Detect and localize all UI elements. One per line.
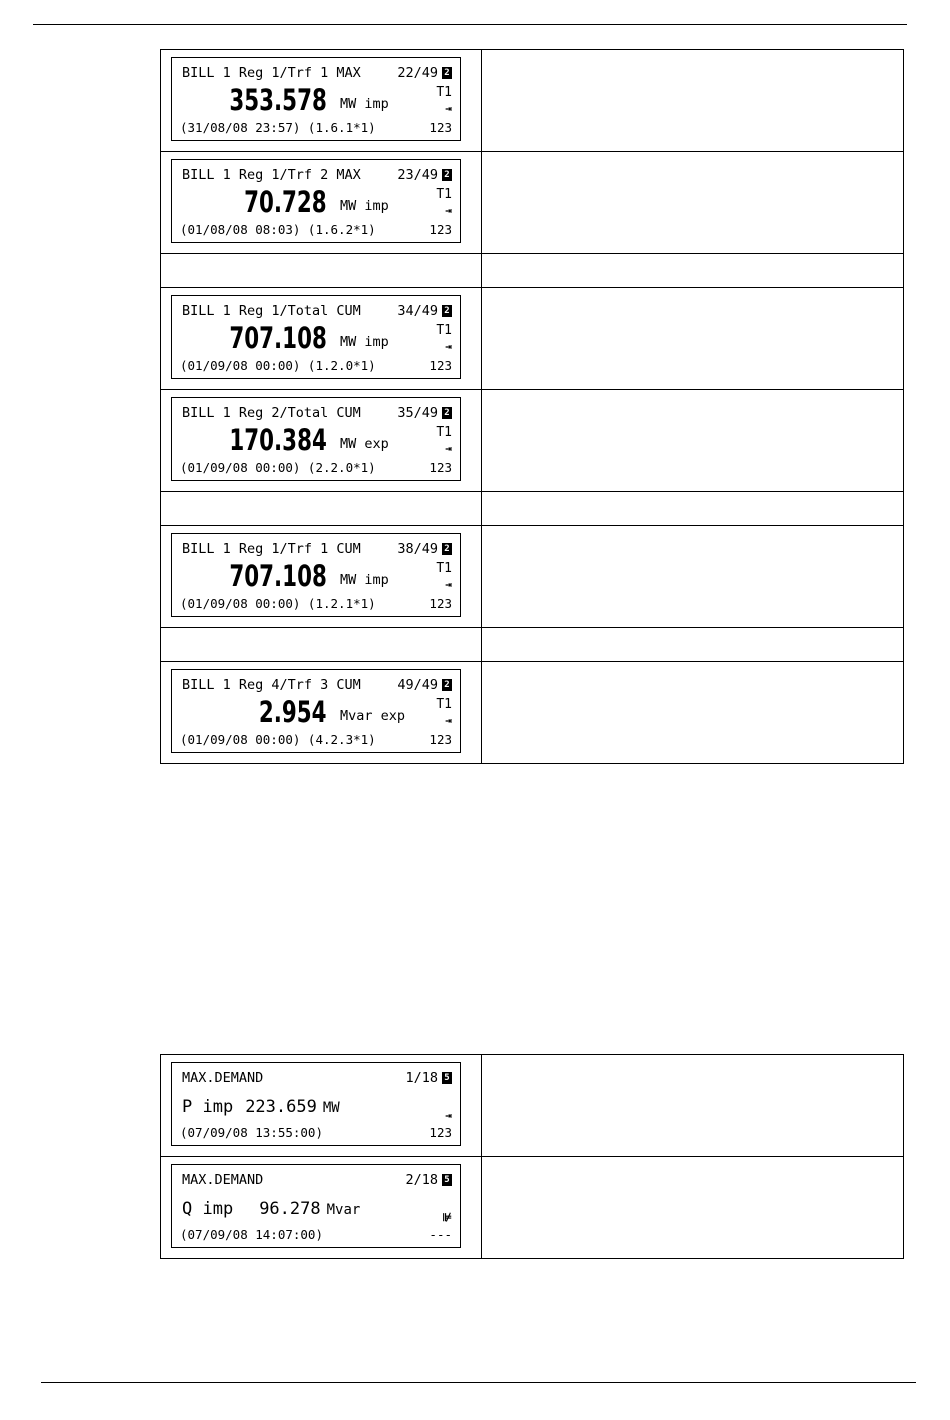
- phase-indicator: 123: [429, 460, 452, 475]
- phase-indicator: 123: [429, 732, 452, 747]
- description-cell: [482, 152, 904, 254]
- register-label: MAX.DEMAND: [182, 1172, 264, 1188]
- empty-cell: [482, 628, 904, 662]
- table-row: [161, 628, 904, 662]
- list-position: 49/49: [397, 677, 438, 693]
- register-label: BILL 1 Reg 2/Total CUM: [182, 405, 361, 421]
- tariff-indicator: T1: [436, 697, 452, 712]
- lcd-footer: [180, 1125, 452, 1141]
- register-label: BILL 1 Reg 1/Trf 1 CUM: [182, 541, 361, 557]
- lcd-display: [171, 397, 461, 481]
- demand-value-row: [182, 1097, 340, 1118]
- display-cell: [161, 1055, 482, 1157]
- data-set-box-icon: 5: [442, 1072, 452, 1084]
- lcd-display: [171, 669, 461, 753]
- display-cell: [161, 526, 482, 628]
- display-cell: [161, 390, 482, 492]
- empty-cell: [161, 254, 482, 288]
- lcd-header: [182, 303, 452, 319]
- lcd-header: [182, 167, 452, 183]
- lcd-footer: [180, 120, 452, 136]
- header-rule: [33, 24, 907, 25]
- empty-cell: [482, 254, 904, 288]
- empty-cell: [482, 492, 904, 526]
- lcd-display: [171, 533, 461, 617]
- lcd-footer: [180, 460, 452, 476]
- lcd-display: [171, 295, 461, 379]
- lcd-display: [171, 159, 461, 243]
- table-row: [161, 288, 904, 390]
- phase-indicator: 123: [429, 596, 452, 611]
- lcd-header: [182, 1070, 452, 1086]
- data-set-box-icon: 2: [442, 169, 452, 181]
- phase-indicator: 123: [429, 222, 452, 237]
- lcd-footer: [180, 1227, 452, 1243]
- display-cell: [161, 50, 482, 152]
- empty-cell: [161, 628, 482, 662]
- description-cell: [482, 390, 904, 492]
- tariff-indicator: T1: [436, 561, 452, 576]
- register-unit: Mvar exp: [340, 708, 406, 724]
- register-value: 70.728: [244, 185, 327, 219]
- demand-value-row: [182, 1199, 360, 1220]
- display-cell: [161, 152, 482, 254]
- lcd-footer: [180, 596, 452, 612]
- timestamp: (07/09/08 13:55:00): [180, 1125, 323, 1140]
- energy-direction-icon: ⇥: [445, 578, 452, 591]
- quantity-label: P imp: [182, 1097, 234, 1117]
- tariff-indicator: T1: [436, 425, 452, 440]
- phase-indicator: 123: [429, 358, 452, 373]
- phase-indicator: 123: [429, 1125, 452, 1140]
- phase-indicator: ---: [429, 1227, 452, 1242]
- register-value: 707.108: [229, 559, 327, 593]
- description-cell: [482, 526, 904, 628]
- footer-rule: [41, 1382, 916, 1383]
- table-row: [161, 662, 904, 764]
- register-unit: MW exp: [340, 436, 389, 452]
- table-row: [161, 390, 904, 492]
- list-position: 34/49: [397, 303, 438, 319]
- register-label: BILL 1 Reg 1/Trf 1 MAX: [182, 65, 361, 81]
- data-set-box-icon: 2: [442, 679, 452, 691]
- table-row: [161, 50, 904, 152]
- register-value: 707.108: [229, 321, 327, 355]
- lcd-footer: [180, 358, 452, 374]
- display-cell: [161, 662, 482, 764]
- list-position: 22/49: [397, 65, 438, 81]
- list-position: 38/49: [397, 541, 438, 557]
- register-unit: MW imp: [340, 572, 389, 588]
- demand-unit: MW: [322, 1100, 340, 1116]
- energy-direction-icon: ⇥: [445, 102, 452, 115]
- register-label: BILL 1 Reg 4/Trf 3 CUM: [182, 677, 361, 693]
- billing-display-table: [160, 49, 904, 764]
- register-unit: MW imp: [340, 96, 389, 112]
- description-cell: [482, 50, 904, 152]
- table-row: [161, 1055, 904, 1157]
- description-cell: [482, 1055, 904, 1157]
- timestamp-obis: (01/09/08 00:00) (4.2.3*1): [180, 732, 376, 747]
- list-position: 23/49: [397, 167, 438, 183]
- lcd-header: [182, 405, 452, 421]
- data-set-box-icon: 2: [442, 543, 452, 555]
- energy-direction-icon: ⇥: [445, 340, 452, 353]
- table-row: [161, 492, 904, 526]
- data-set-box-icon: 2: [442, 305, 452, 317]
- tariff-indicator: T1: [436, 85, 452, 100]
- energy-direction-icon: ⇥: [445, 442, 452, 455]
- data-set-box-icon: 2: [442, 67, 452, 79]
- data-set-box-icon: 2: [442, 407, 452, 419]
- table-row: [161, 254, 904, 288]
- register-value: 170.384: [229, 423, 327, 457]
- lcd-header: [182, 65, 452, 81]
- register-value: 353.578: [229, 83, 327, 117]
- table-row: [161, 526, 904, 628]
- list-position: 35/49: [397, 405, 438, 421]
- timestamp-obis: (01/09/08 00:00) (1.2.0*1): [180, 358, 376, 373]
- data-set-box-icon: 5: [442, 1174, 452, 1186]
- description-cell: [482, 288, 904, 390]
- list-position: 1/18: [405, 1070, 438, 1086]
- display-cell: [161, 1157, 482, 1259]
- quantity-label: Q imp: [182, 1199, 234, 1219]
- display-cell: [161, 288, 482, 390]
- energy-direction-icon: ⇥: [445, 714, 452, 727]
- energy-direction-icon: ⇥: [445, 204, 452, 217]
- table-row: [161, 1157, 904, 1259]
- phase-indicator: 123: [429, 120, 452, 135]
- register-label: BILL 1 Reg 1/Total CUM: [182, 303, 361, 319]
- energy-direction-icon: ⇥: [445, 1109, 452, 1122]
- register-label: BILL 1 Reg 1/Trf 2 MAX: [182, 167, 361, 183]
- lcd-header: [182, 677, 452, 693]
- energy-direction-icon: ⊯: [442, 1211, 452, 1224]
- demand-unit: Mvar: [326, 1202, 361, 1218]
- lcd-display: [171, 57, 461, 141]
- lcd-display: [171, 1062, 461, 1146]
- register-unit: MW imp: [340, 334, 389, 350]
- demand-value: 223.659: [245, 1097, 317, 1117]
- register-unit: MW imp: [340, 198, 389, 214]
- timestamp-obis: (01/09/08 00:00) (2.2.0*1): [180, 460, 376, 475]
- description-cell: [482, 1157, 904, 1259]
- empty-cell: [161, 492, 482, 526]
- timestamp-obis: (01/08/08 08:03) (1.6.2*1): [180, 222, 376, 237]
- list-position: 2/18: [405, 1172, 438, 1188]
- tariff-indicator: T1: [436, 187, 452, 202]
- demand-value: 96.278: [259, 1199, 321, 1219]
- lcd-footer: [180, 222, 452, 238]
- timestamp-obis: (01/09/08 00:00) (1.2.1*1): [180, 596, 376, 611]
- lcd-display: [171, 1164, 461, 1248]
- table-row: [161, 152, 904, 254]
- timestamp: (07/09/08 14:07:00): [180, 1227, 323, 1242]
- lcd-footer: [180, 732, 452, 748]
- lcd-header: [182, 541, 452, 557]
- register-label: MAX.DEMAND: [182, 1070, 264, 1086]
- description-cell: [482, 662, 904, 764]
- max-demand-table: [160, 1054, 904, 1259]
- lcd-header: [182, 1172, 452, 1188]
- tariff-indicator: T1: [436, 323, 452, 338]
- timestamp-obis: (31/08/08 23:57) (1.6.1*1): [180, 120, 376, 135]
- register-value: 2.954: [259, 695, 327, 729]
